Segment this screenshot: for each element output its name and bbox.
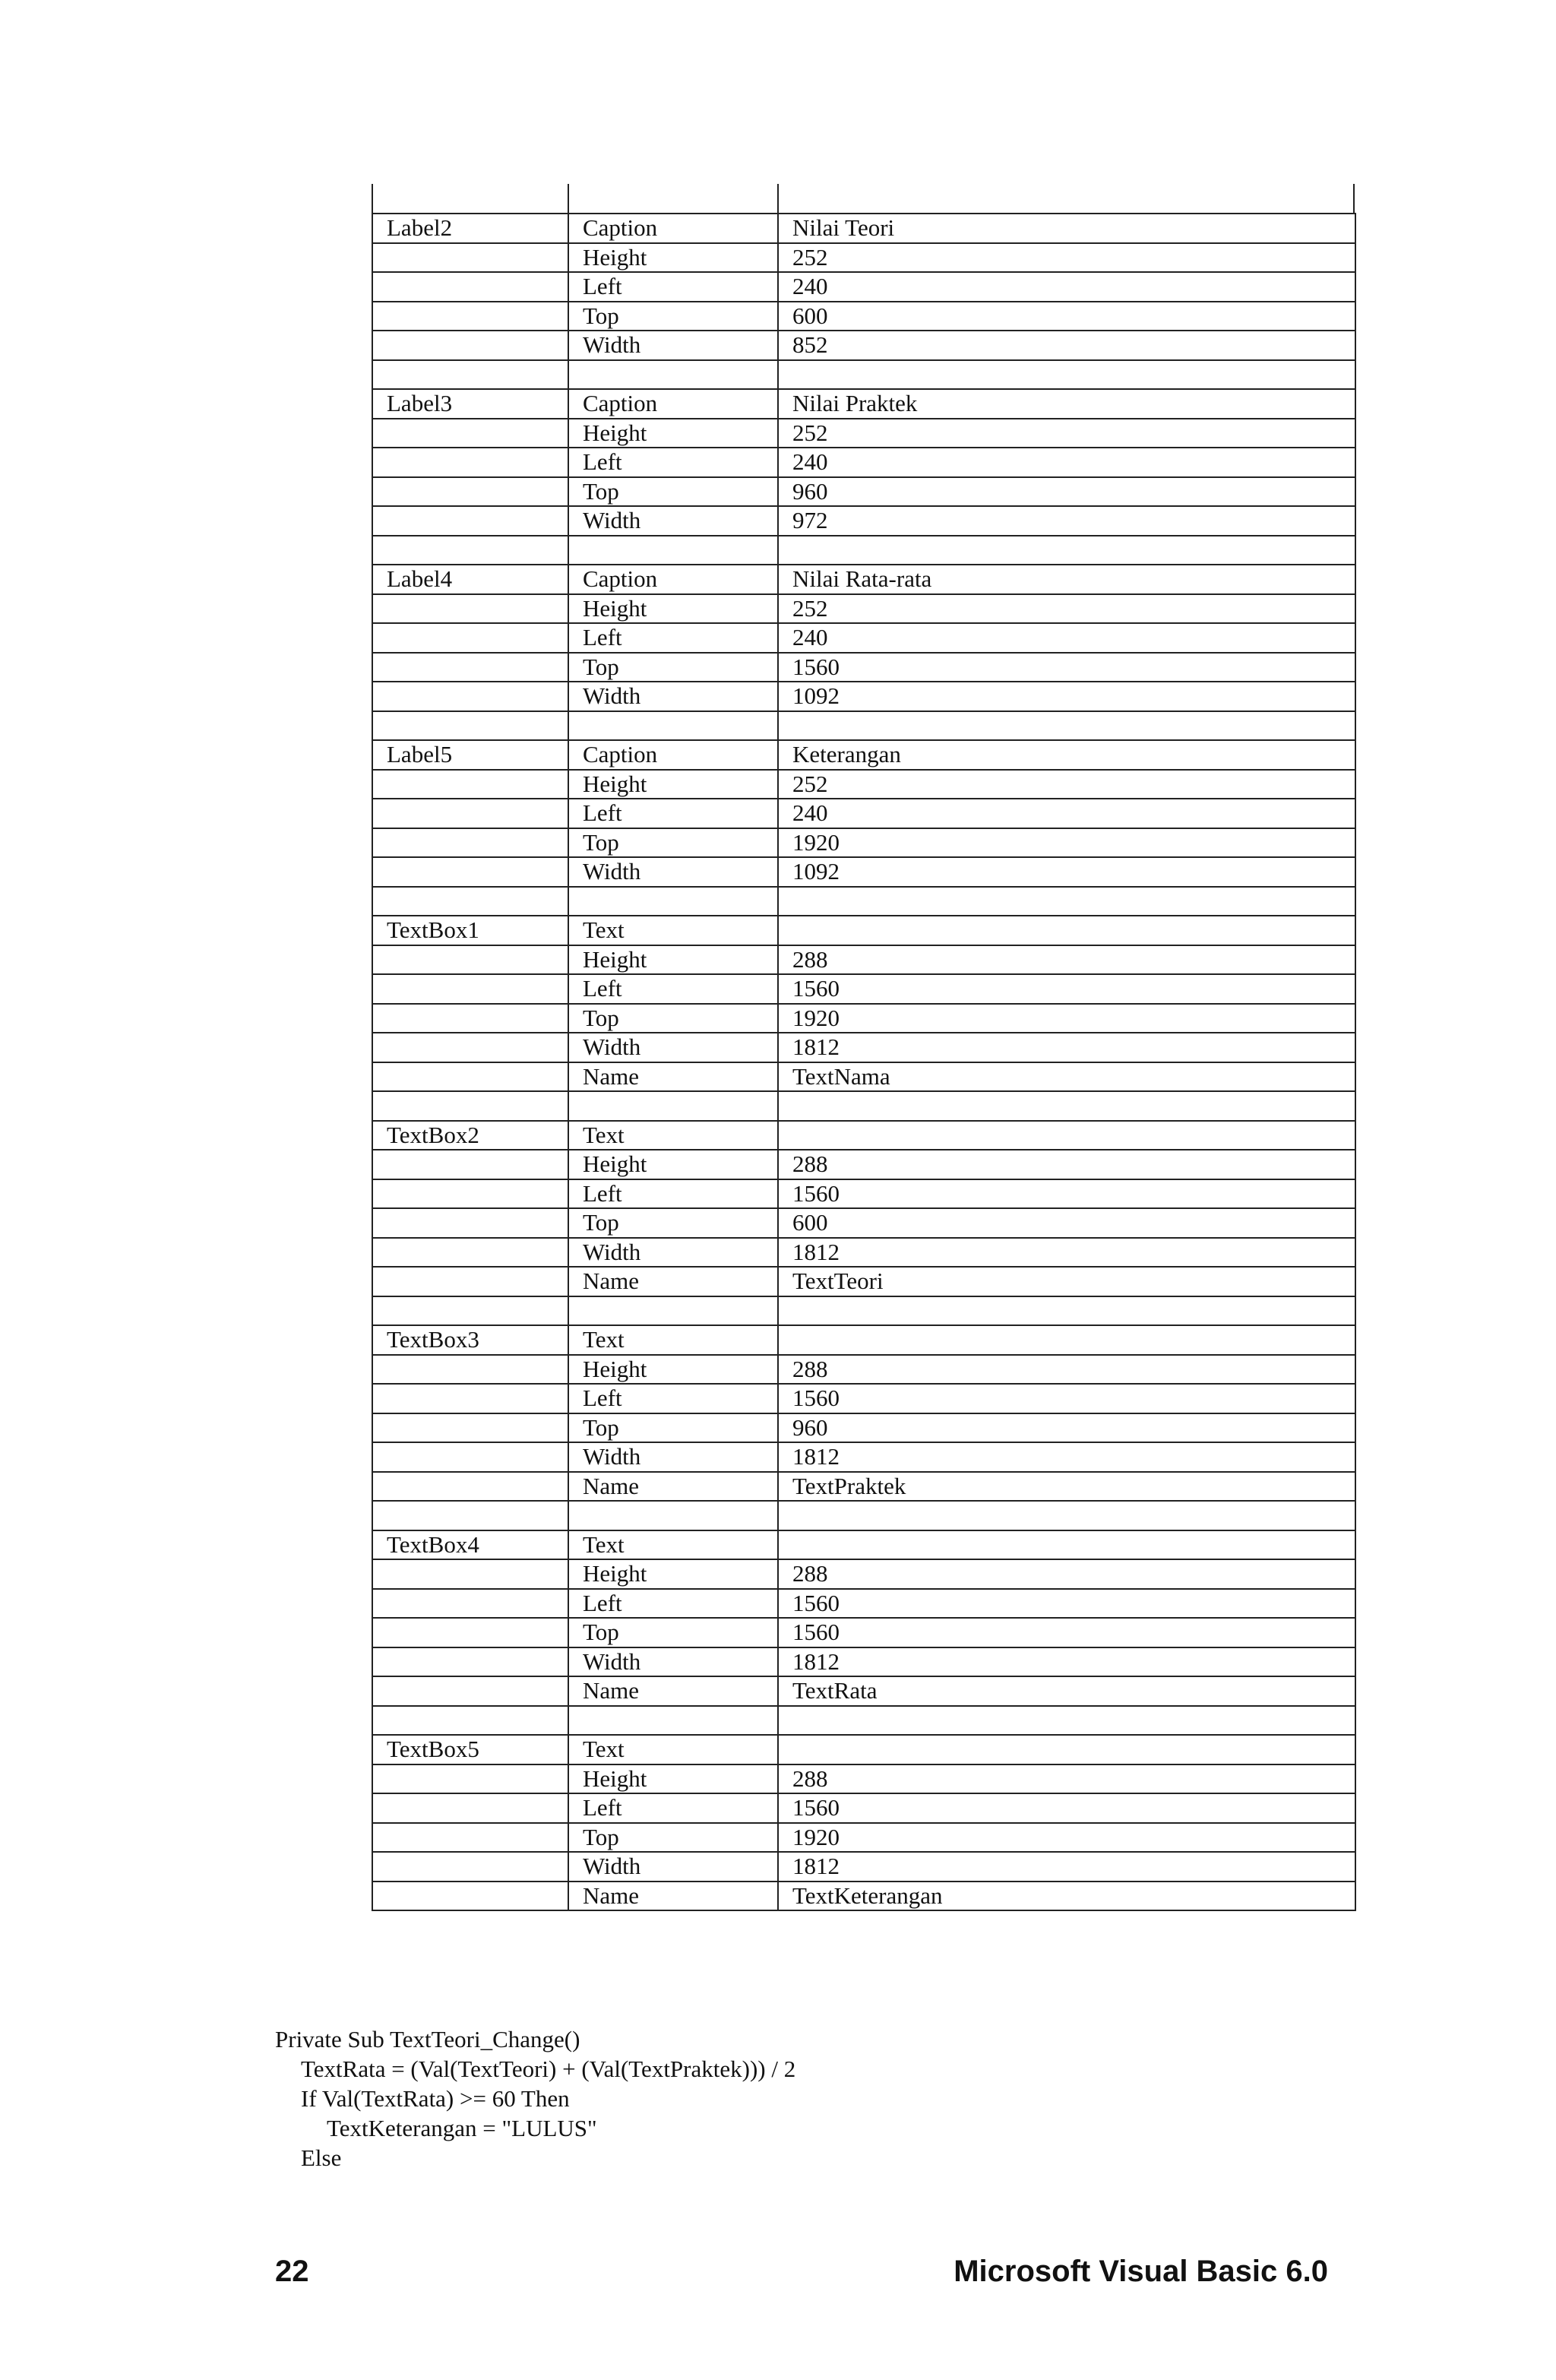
object-cell — [372, 1033, 568, 1062]
value-cell — [778, 1706, 1355, 1736]
table-row — [372, 945, 1355, 975]
object-cell — [372, 1238, 568, 1268]
property-cell: Top — [568, 1004, 778, 1033]
object-cell — [372, 1852, 568, 1882]
property-cell: Width — [568, 506, 778, 536]
object-cell — [372, 945, 568, 975]
table-row — [372, 916, 1355, 945]
property-cell: Height — [568, 1764, 778, 1794]
properties-table — [372, 213, 1356, 1911]
property-cell: Width — [568, 1238, 778, 1268]
code-line: TextKeterangan = "LULUS" — [327, 2115, 597, 2141]
value-cell: 240 — [778, 799, 1355, 828]
property-cell: Height — [568, 594, 778, 624]
object-cell — [372, 623, 568, 653]
table-row — [372, 1267, 1355, 1296]
property-cell: Name — [568, 1267, 778, 1296]
object-cell — [372, 857, 568, 887]
table-row — [372, 1852, 1355, 1882]
property-cell: Name — [568, 1676, 778, 1706]
table-border-line — [777, 184, 779, 214]
table-row — [372, 594, 1355, 624]
object-cell: Label3 — [372, 389, 568, 419]
value-cell: 240 — [778, 623, 1355, 653]
object-cell — [372, 711, 568, 741]
value-cell — [778, 1296, 1355, 1326]
property-cell: Left — [568, 623, 778, 653]
table-row — [372, 448, 1355, 477]
value-cell — [778, 887, 1355, 916]
object-cell — [372, 653, 568, 682]
object-cell — [372, 1764, 568, 1794]
value-cell: 1560 — [778, 1618, 1355, 1647]
table-row — [372, 1296, 1355, 1326]
value-cell: TextRata — [778, 1676, 1355, 1706]
table-row — [372, 389, 1355, 419]
value-cell: 1092 — [778, 857, 1355, 887]
table-row — [372, 1501, 1355, 1530]
table-row — [372, 1150, 1355, 1179]
object-cell — [372, 1091, 568, 1121]
object-cell — [372, 799, 568, 828]
object-cell — [372, 1823, 568, 1853]
object-cell: Label5 — [372, 740, 568, 770]
table-row — [372, 1735, 1355, 1764]
table-row — [372, 857, 1355, 887]
value-cell: 252 — [778, 243, 1355, 273]
value-cell — [778, 916, 1355, 945]
value-cell: 972 — [778, 506, 1355, 536]
value-cell: Keterangan — [778, 740, 1355, 770]
object-cell — [372, 536, 568, 565]
value-cell: 852 — [778, 331, 1355, 360]
value-cell — [778, 1735, 1355, 1764]
value-cell: 1812 — [778, 1852, 1355, 1882]
table-row — [372, 506, 1355, 536]
code-line: Private Sub TextTeori_Change() — [275, 2026, 580, 2052]
property-cell — [568, 1296, 778, 1326]
property-cell: Height — [568, 945, 778, 975]
property-cell: Width — [568, 1647, 778, 1677]
table-row — [372, 1793, 1355, 1823]
object-cell — [372, 1355, 568, 1385]
property-cell: Text — [568, 1325, 778, 1355]
value-cell: 252 — [778, 770, 1355, 799]
code-line: TextRata = (Val(TextTeori) + (Val(TextPraktek))) / 2 — [301, 2056, 796, 2082]
value-cell: 252 — [778, 419, 1355, 448]
value-cell — [778, 1501, 1355, 1530]
value-cell: 288 — [778, 1559, 1355, 1589]
object-cell: TextBox2 — [372, 1121, 568, 1150]
value-cell — [778, 536, 1355, 565]
table-row — [372, 1472, 1355, 1502]
object-cell — [372, 1618, 568, 1647]
property-cell: Left — [568, 799, 778, 828]
table-row — [372, 1823, 1355, 1853]
property-cell: Height — [568, 1150, 778, 1179]
table-row — [372, 770, 1355, 799]
object-cell — [372, 1062, 568, 1092]
object-cell — [372, 1384, 568, 1413]
object-cell — [372, 1267, 568, 1296]
object-cell — [372, 331, 568, 360]
object-cell — [372, 1706, 568, 1736]
property-cell: Height — [568, 770, 778, 799]
property-cell: Left — [568, 1589, 778, 1619]
property-cell: Width — [568, 331, 778, 360]
value-cell: 288 — [778, 945, 1355, 975]
table-row — [372, 828, 1355, 858]
property-cell — [568, 360, 778, 390]
object-cell — [372, 1442, 568, 1472]
value-cell: 1092 — [778, 682, 1355, 711]
property-cell: Caption — [568, 740, 778, 770]
table-row — [372, 887, 1355, 916]
value-cell: 240 — [778, 272, 1355, 302]
property-cell: Height — [568, 419, 778, 448]
object-cell — [372, 1179, 568, 1209]
object-cell — [372, 682, 568, 711]
book-title: Microsoft Visual Basic 6.0 — [954, 2255, 1328, 2288]
table-row — [372, 1530, 1355, 1560]
object-cell: Label4 — [372, 565, 568, 594]
object-cell — [372, 1472, 568, 1502]
object-cell — [372, 448, 568, 477]
table-row — [372, 536, 1355, 565]
table-row — [372, 653, 1355, 682]
property-cell: Name — [568, 1472, 778, 1502]
value-cell: Nilai Rata-rata — [778, 565, 1355, 594]
object-cell — [372, 1589, 568, 1619]
table-row — [372, 1882, 1355, 1911]
property-cell — [568, 1706, 778, 1736]
property-cell: Height — [568, 1559, 778, 1589]
code-line: If Val(TextRata) >= 60 Then — [301, 2085, 570, 2112]
table-row — [372, 711, 1355, 741]
property-cell: Text — [568, 1530, 778, 1560]
object-cell — [372, 272, 568, 302]
object-cell — [372, 770, 568, 799]
value-cell: Nilai Teori — [778, 214, 1355, 243]
property-cell: Caption — [568, 565, 778, 594]
value-cell: 600 — [778, 1208, 1355, 1238]
property-cell: Top — [568, 1618, 778, 1647]
value-cell: 960 — [778, 1413, 1355, 1443]
page-number: 22 — [275, 2255, 309, 2288]
object-cell — [372, 887, 568, 916]
property-cell: Name — [568, 1062, 778, 1092]
property-cell: Top — [568, 302, 778, 331]
property-cell: Top — [568, 828, 778, 858]
value-cell: 288 — [778, 1355, 1355, 1385]
value-cell: Nilai Praktek — [778, 389, 1355, 419]
value-cell — [778, 711, 1355, 741]
object-cell — [372, 302, 568, 331]
property-cell: Width — [568, 1033, 778, 1062]
property-cell: Left — [568, 1179, 778, 1209]
table-row — [372, 1238, 1355, 1268]
table-row — [372, 1706, 1355, 1736]
property-cell: Left — [568, 1384, 778, 1413]
object-cell — [372, 1004, 568, 1033]
table-row — [372, 272, 1355, 302]
object-cell — [372, 594, 568, 624]
property-cell: Top — [568, 1208, 778, 1238]
value-cell — [778, 360, 1355, 390]
value-cell — [778, 1091, 1355, 1121]
object-cell — [372, 506, 568, 536]
table-row — [372, 1589, 1355, 1619]
object-cell — [372, 1676, 568, 1706]
value-cell: 252 — [778, 594, 1355, 624]
value-cell: 600 — [778, 302, 1355, 331]
table-row — [372, 477, 1355, 507]
table-row — [372, 243, 1355, 273]
table-row — [372, 331, 1355, 360]
value-cell: 1812 — [778, 1033, 1355, 1062]
table-row — [372, 565, 1355, 594]
table-row — [372, 682, 1355, 711]
table-row — [372, 1062, 1355, 1092]
object-cell: TextBox3 — [372, 1325, 568, 1355]
property-cell: Caption — [568, 214, 778, 243]
property-cell: Left — [568, 448, 778, 477]
table-row — [372, 419, 1355, 448]
value-cell: 288 — [778, 1150, 1355, 1179]
property-cell: Top — [568, 653, 778, 682]
table-row — [372, 1559, 1355, 1589]
table-row — [372, 1033, 1355, 1062]
value-cell: 1812 — [778, 1647, 1355, 1677]
value-cell: 960 — [778, 477, 1355, 507]
value-cell — [778, 1121, 1355, 1150]
table-border-line — [372, 184, 373, 214]
value-cell — [778, 1325, 1355, 1355]
property-cell: Top — [568, 1823, 778, 1853]
table-row — [372, 1442, 1355, 1472]
table-row — [372, 302, 1355, 331]
object-cell: TextBox1 — [372, 916, 568, 945]
code-listing — [275, 2024, 795, 2173]
object-cell — [372, 1647, 568, 1677]
object-cell — [372, 477, 568, 507]
table-row — [372, 1004, 1355, 1033]
code-line: Else — [301, 2144, 342, 2171]
table-row — [372, 360, 1355, 390]
property-cell — [568, 711, 778, 741]
table-row — [372, 1676, 1355, 1706]
property-cell — [568, 1091, 778, 1121]
value-cell: 1560 — [778, 1384, 1355, 1413]
table-row — [372, 1325, 1355, 1355]
object-cell — [372, 1882, 568, 1911]
table-row — [372, 1091, 1355, 1121]
property-cell: Height — [568, 1355, 778, 1385]
property-cell: Top — [568, 1413, 778, 1443]
table-row — [372, 214, 1355, 243]
object-cell — [372, 828, 568, 858]
object-cell — [372, 1150, 568, 1179]
property-cell: Left — [568, 1793, 778, 1823]
table-row — [372, 1618, 1355, 1647]
value-cell: 1560 — [778, 1589, 1355, 1619]
table-row — [372, 1384, 1355, 1413]
value-cell: 1812 — [778, 1238, 1355, 1268]
value-cell: 1560 — [778, 974, 1355, 1004]
table-row — [372, 740, 1355, 770]
value-cell: 1920 — [778, 828, 1355, 858]
object-cell — [372, 1501, 568, 1530]
object-cell — [372, 1793, 568, 1823]
property-cell: Top — [568, 477, 778, 507]
property-cell: Text — [568, 1121, 778, 1150]
property-cell: Name — [568, 1882, 778, 1911]
object-cell — [372, 1413, 568, 1443]
table-row — [372, 1647, 1355, 1677]
property-cell — [568, 1501, 778, 1530]
property-cell: Width — [568, 857, 778, 887]
property-cell: Left — [568, 272, 778, 302]
value-cell: 1560 — [778, 1179, 1355, 1209]
table-row — [372, 799, 1355, 828]
table-row — [372, 1179, 1355, 1209]
table-row — [372, 1413, 1355, 1443]
value-cell: 240 — [778, 448, 1355, 477]
object-cell — [372, 419, 568, 448]
value-cell: 1920 — [778, 1004, 1355, 1033]
property-cell: Width — [568, 682, 778, 711]
properties-table-body — [372, 214, 1355, 1910]
object-cell: TextBox4 — [372, 1530, 568, 1560]
property-cell — [568, 536, 778, 565]
table-row — [372, 974, 1355, 1004]
value-cell: 1560 — [778, 653, 1355, 682]
table-top-continuation — [372, 184, 1355, 214]
value-cell: 1560 — [778, 1793, 1355, 1823]
value-cell: 1812 — [778, 1442, 1355, 1472]
property-cell: Text — [568, 916, 778, 945]
value-cell: TextNama — [778, 1062, 1355, 1092]
object-cell — [372, 1208, 568, 1238]
object-cell: Label2 — [372, 214, 568, 243]
object-cell: TextBox5 — [372, 1735, 568, 1764]
object-cell — [372, 1559, 568, 1589]
property-cell: Text — [568, 1735, 778, 1764]
value-cell: TextTeori — [778, 1267, 1355, 1296]
table-row — [372, 1355, 1355, 1385]
object-cell — [372, 974, 568, 1004]
property-cell: Left — [568, 974, 778, 1004]
property-cell: Width — [568, 1852, 778, 1882]
value-cell: TextPraktek — [778, 1472, 1355, 1502]
value-cell: TextKeterangan — [778, 1882, 1355, 1911]
object-cell — [372, 1296, 568, 1326]
property-cell: Height — [568, 243, 778, 273]
table-row — [372, 623, 1355, 653]
table-border-line — [568, 184, 569, 214]
property-cell: Width — [568, 1442, 778, 1472]
table-row — [372, 1121, 1355, 1150]
table-row — [372, 1764, 1355, 1794]
property-cell — [568, 887, 778, 916]
object-cell — [372, 360, 568, 390]
object-cell — [372, 243, 568, 273]
table-row — [372, 1208, 1355, 1238]
property-cell: Caption — [568, 389, 778, 419]
value-cell: 288 — [778, 1764, 1355, 1794]
value-cell: 1920 — [778, 1823, 1355, 1853]
value-cell — [778, 1530, 1355, 1560]
table-border-line — [1353, 184, 1355, 214]
